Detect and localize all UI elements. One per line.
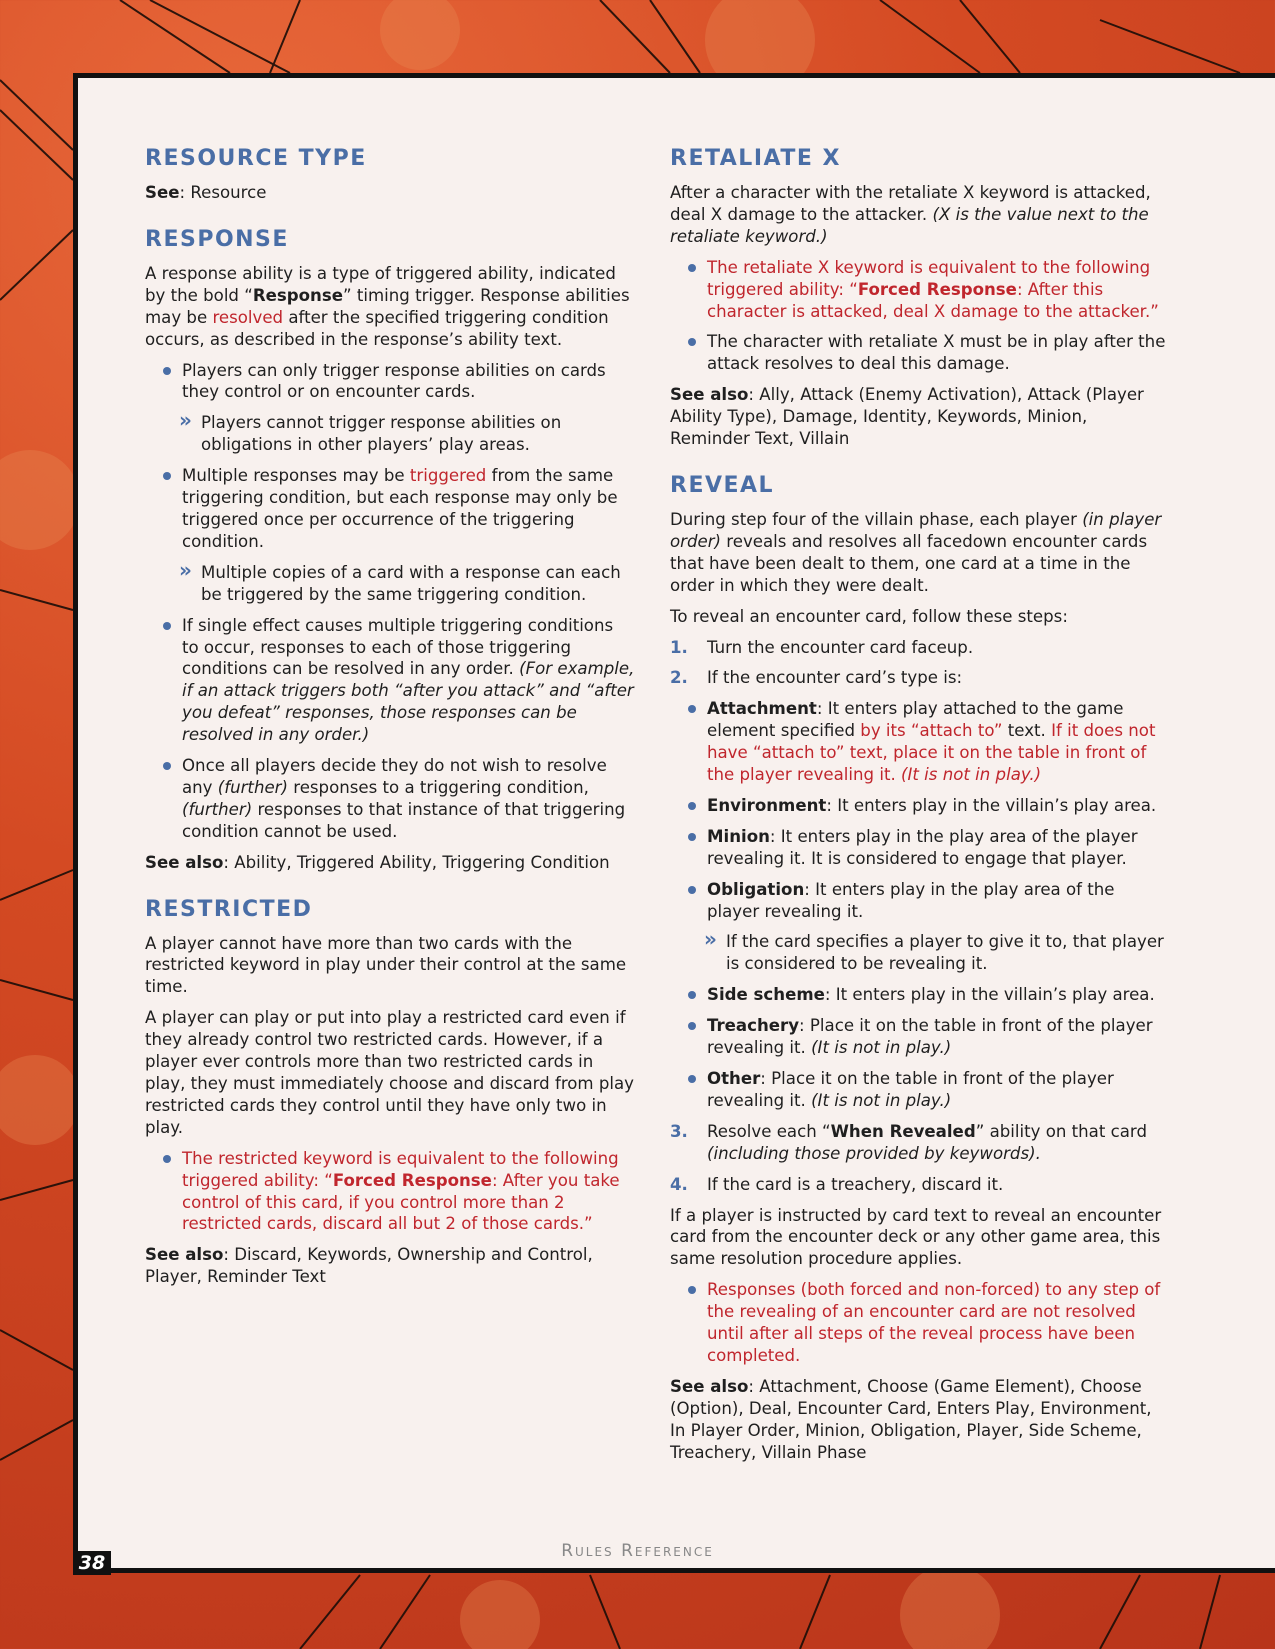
bold-text: Forced Response — [857, 279, 1017, 299]
bullet-attachment — [670, 698, 1170, 786]
text: During step four of the villain phase, each player — [670, 509, 1083, 529]
text: responses to a triggering condition, — [287, 777, 589, 797]
see-also-label: See also — [145, 852, 224, 872]
bullet: The character with retaliate X must be in play after the attack resolves to deal this damage. — [670, 331, 1170, 375]
text: A response ability is a type of triggered ability, indicated by the bold “ — [145, 263, 616, 305]
see-also-text: : Attachment, Choose (Game Element), Choose (Option), Deal, Encounter Card, Enters Play, Environment, In Player Order, Minion, Obligation, Player, Side Scheme, Treachery, Villain Phase — [670, 1376, 1152, 1462]
see-also-label: See also — [670, 385, 749, 405]
italic-text: (It is not in play.) — [811, 1090, 952, 1110]
text: ” timing trigger. Response abilities may be — [145, 285, 630, 327]
text: Multiple responses may be — [182, 466, 410, 486]
bold-text: Environment — [707, 795, 827, 815]
left-column — [145, 145, 635, 1310]
step-number: 1. — [670, 637, 688, 657]
bullet-environment — [670, 795, 1170, 817]
section-restricted — [145, 896, 635, 1289]
retaliate-see-also — [670, 384, 1170, 450]
bold-text: Side scheme — [707, 985, 825, 1005]
bullet-obligation — [670, 879, 1170, 923]
restricted-p1: A player cannot have more than two cards with the restricted keyword in play under their control at the same time. — [145, 933, 627, 997]
bold-text: Treachery — [707, 1016, 800, 1036]
reveal-see-also — [670, 1376, 1170, 1464]
italic-text: (It is not in play.) — [811, 1038, 952, 1058]
sub-bullet: » Multiple copies of a card with a response can each be triggered by the same triggering condition. — [145, 562, 635, 606]
section-resource-type — [145, 145, 635, 204]
bold-text: Minion — [707, 826, 770, 846]
reveal-p3: If a player is instructed by card text to reveal an encounter card from the encounter deck or any other game area, this same resolution procedure applies. — [670, 1205, 1162, 1269]
bold-text: Other — [707, 1069, 761, 1088]
response-intro — [145, 263, 635, 351]
text: : It enters play in the play area of the player revealing it. — [707, 879, 1115, 921]
text: after the specified triggering condition occurs, as described in the response’s ability text. — [145, 307, 609, 349]
italic-text: (further) — [217, 777, 288, 797]
bold-text: Attachment — [707, 699, 817, 719]
highlight-text: If it does not have “attach to” text, place it on the table in front of the player revealing it. — [707, 721, 1156, 785]
restricted-rules — [145, 1148, 635, 1236]
response-see-also — [145, 852, 635, 874]
bullet — [670, 257, 1170, 323]
see-label: See — [145, 183, 180, 202]
bold-text: Forced Response — [332, 1170, 492, 1190]
sub-bullet: » If the card specifies a player to give it to, that player is considered to be revealing it. — [670, 931, 1170, 975]
text: : After you take control of this card, if you control more than 2 restricted cards, discard all but 2 of those cards.” — [182, 1170, 620, 1234]
text: : After this character is attacked, deal X damage to the attacker.” — [707, 279, 1159, 321]
text: Resolve each “ — [707, 1121, 831, 1141]
bullet — [145, 465, 635, 553]
see-also-label: See also — [670, 1376, 749, 1396]
reveal-steps — [670, 637, 1170, 690]
text: from the same triggering condition, but each response may only be triggered once per occurrence of the triggering condition. — [182, 466, 618, 551]
heading-reveal: REVEAL — [670, 472, 775, 498]
reveal-p2: To reveal an encounter card, follow these steps: — [670, 606, 1068, 626]
italic-text: (in player order) — [670, 509, 1162, 551]
step — [670, 637, 1170, 659]
bullet-treachery — [670, 1015, 1170, 1059]
text: Once all players decide they do not wish to resolve any — [182, 756, 607, 797]
step-number: 3. — [670, 1121, 688, 1141]
section-retaliate — [670, 145, 1170, 450]
italic-text: (X is the value next to the retaliate keyword.) — [670, 204, 1149, 246]
reveal-rules — [670, 1279, 1170, 1367]
bullet-side-scheme — [670, 984, 1170, 1006]
bold-text: When Revealed — [830, 1121, 976, 1141]
step-number: 2. — [670, 668, 688, 688]
highlight-text: resolved — [212, 307, 284, 327]
page-number: 38 — [73, 1551, 111, 1575]
text: ” ability on that card — [975, 1121, 1147, 1141]
heading-resource-type: RESOURCE TYPE — [145, 146, 367, 171]
bold-text: Obligation — [707, 879, 805, 899]
bullet — [145, 755, 635, 843]
highlight-text: triggered — [409, 466, 487, 486]
see-also-label: See also — [145, 1245, 224, 1265]
bullet — [145, 1148, 635, 1236]
text: text. — [1002, 721, 1052, 741]
text: : It enters play attached to the game element specified — [707, 699, 1124, 741]
restricted-p2: A player can play or put into play a restricted card even if they already control two restricted cards. However, if a player ever controls more than two restricted cards in play, they must immediately choose and discard from play restricted cards they control until they have only two in play. — [145, 1008, 635, 1137]
retaliate-rules — [670, 257, 1170, 376]
text: The retaliate X keyword is equivalent to the following triggered ability: “ — [707, 257, 1151, 299]
sub-bullet: » Players cannot trigger response abilities on obligations in other players’ play areas. — [145, 412, 635, 456]
italic-text: (including those provided by keywords). — [707, 1143, 1041, 1163]
bullet: Players can only trigger response abilities on cards they control or on encounter cards. — [145, 360, 635, 404]
retaliate-p1 — [670, 182, 1170, 248]
text: : It enters play in the villain’s play area. — [826, 795, 1157, 815]
text: After a character with the retaliate X keyword is attacked, deal X damage to the attacker. — [670, 183, 1151, 224]
text: reveals and resolves all facedown encounter cards that have been dealt to them, one card at a time in the order in which they were dealt. — [670, 531, 1148, 595]
card-type-rules — [670, 698, 1170, 1112]
step-text: If the card is a treachery, discard it. — [707, 1174, 1004, 1194]
heading-retaliate: RETALIATE X — [670, 146, 841, 171]
see-also-text: : Ally, Attack (Enemy Activation), Attack (Player Ability Type), Damage, Identity, Keywords, Minion, Reminder Text, Villain — [670, 385, 1144, 449]
footer-title: Rules Reference — [561, 1541, 714, 1561]
step — [670, 1174, 1170, 1196]
right-column — [670, 145, 1170, 1486]
italic-text: (For example, if an attack triggers both “after you attack” and “after you defeat” responses, those responses can be resolved in any order.) — [182, 659, 635, 745]
bold-text: Response — [252, 285, 343, 305]
step — [670, 1121, 1170, 1165]
see-text: : Resource — [179, 183, 267, 202]
step — [670, 667, 1170, 689]
see-also-text: : Discard, Keywords, Ownership and Control, Player, Reminder Text — [145, 1245, 593, 1287]
italic-text: (further) — [182, 799, 253, 819]
step-text: Turn the encounter card faceup. — [707, 637, 974, 657]
text: If single effect causes multiple triggering conditions to occur, responses to each of those triggering conditions can be resolved in any order. — [182, 615, 614, 679]
heading-response: RESPONSE — [145, 226, 289, 252]
bullet-minion — [670, 826, 1170, 870]
section-response — [145, 226, 635, 874]
reveal-p1 — [670, 509, 1170, 597]
step-text: If the encounter card’s type is: — [707, 668, 963, 688]
section-reveal — [670, 472, 1170, 1464]
reveal-steps-continued — [670, 1121, 1170, 1196]
bullet: Responses (both forced and non-forced) to any step of the revealing of an encounter card are not resolved until after all steps of the reveal process have been completed. — [670, 1279, 1170, 1367]
text: : It enters play in the play area of the player revealing it. It is considered to engage that player. — [707, 826, 1138, 868]
text: : Place it on the table in front of the player revealing it. — [707, 1016, 1153, 1058]
step-number: 4. — [670, 1174, 688, 1194]
text: : Place it on the table in front of the player revealing it. — [707, 1069, 1114, 1110]
response-rules — [145, 360, 635, 843]
see-also-text: : Ability, Triggered Ability, Triggering Condition — [223, 852, 610, 872]
restricted-see-also — [145, 1244, 635, 1288]
resource-type-see — [145, 182, 635, 204]
highlight-italic-text: (It is not in play.) — [901, 765, 1042, 785]
text: : It enters play in the villain’s play area. — [824, 985, 1155, 1005]
heading-restricted: RESTRICTED — [145, 896, 313, 922]
text: responses to that instance of that triggering condition cannot be used. — [182, 799, 626, 841]
text: The restricted keyword is equivalent to the following triggered ability: “ — [182, 1148, 619, 1190]
bullet-other — [670, 1068, 1170, 1112]
highlight-text: by its “attach to” — [860, 721, 1003, 741]
bullet — [145, 615, 635, 746]
